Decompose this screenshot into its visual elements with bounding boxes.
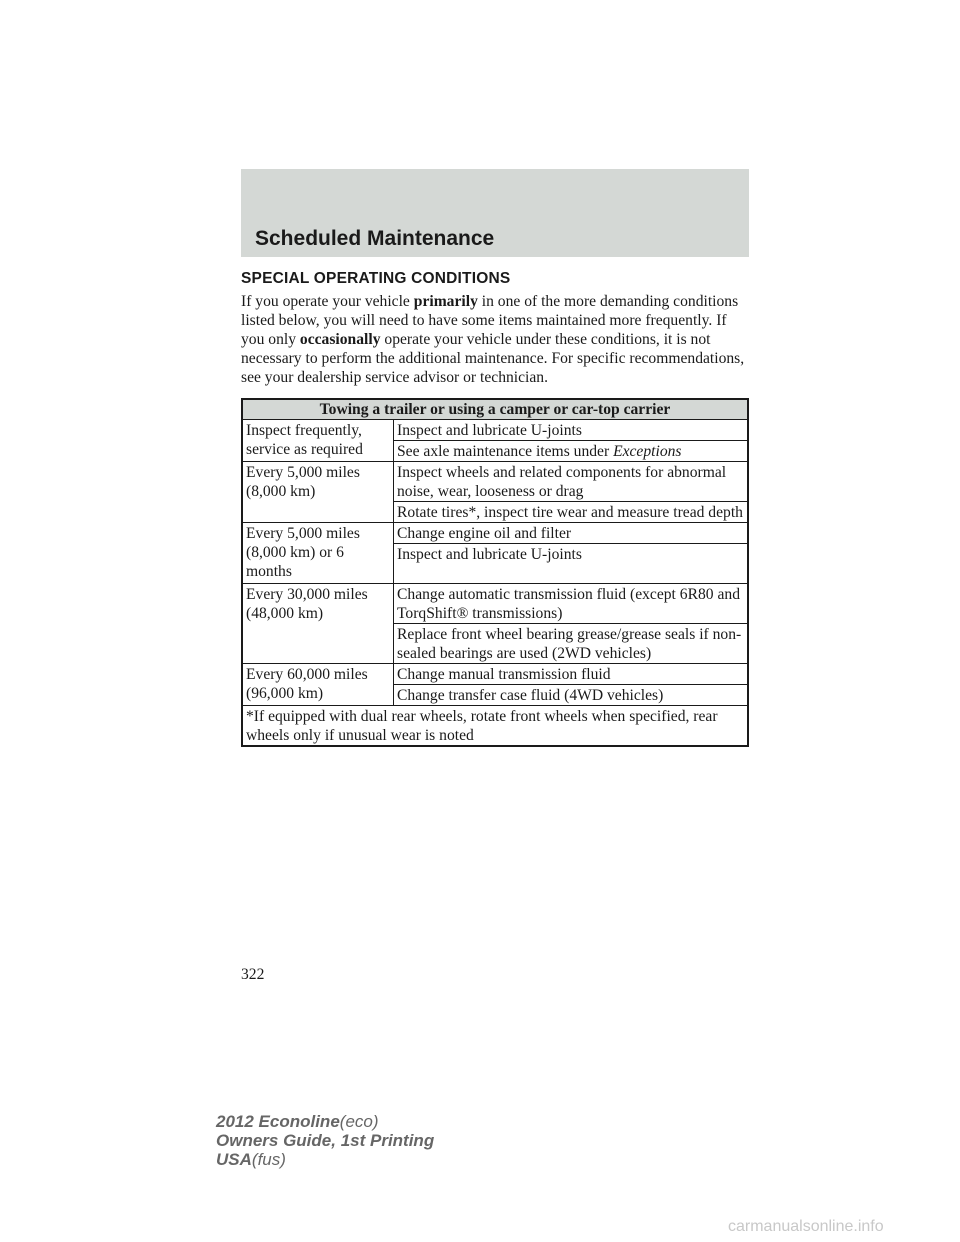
maintenance-table (241, 398, 749, 747)
intro-emphasis-primarily: primarily (413, 293, 478, 310)
footer-line-3 (216, 1150, 434, 1169)
interval-cell: Every 60,000 miles (96,000 km) (242, 664, 394, 706)
service-item: Rotate tires*, inspect tire wear and measure tread depth (394, 502, 749, 523)
exceptions-reference: Exceptions (613, 443, 682, 460)
interval-cell: Inspect frequently, service as required (242, 420, 394, 462)
intro-text: operate your vehicle under these conditions, it is not necessary to perform the additional maintenance. For specific recommendations, see your dealership service advisor or technician. (241, 331, 745, 386)
intro-emphasis-occasionally: occasionally (299, 331, 381, 348)
intro-text: in one of the more demanding conditions listed below, you will need to have some items maintained more frequently. If you only (241, 293, 739, 348)
intro-paragraph (241, 292, 751, 387)
footer-market: USA (216, 1150, 252, 1169)
interval-cell: Every 5,000 miles (8,000 km) (242, 462, 394, 523)
footer-line-2: Owners Guide, 1st Printing (216, 1131, 435, 1150)
interval-cell: Every 5,000 miles (8,000 km) or 6 months (242, 523, 394, 584)
table-row (242, 420, 748, 441)
table-row (242, 706, 748, 747)
service-item: Replace front wheel bearing grease/grease seals if non-sealed bearings are used (2WD vehicles) (394, 624, 749, 664)
page-title: Scheduled Maintenance (255, 227, 495, 250)
table-row (242, 523, 748, 544)
interval-cell: Every 30,000 miles (48,000 km) (242, 584, 394, 664)
service-item (394, 584, 749, 624)
service-item (394, 441, 749, 462)
service-item: Inspect and lubricate U-joints (394, 544, 749, 584)
service-item-text: Change automatic transmission fluid (except 6R80 and TorqShift (397, 586, 740, 622)
section-heading: SPECIAL OPERATING CONDITIONS (241, 270, 511, 287)
service-item: Inspect wheels and related components for abnormal noise, wear, looseness or drag (394, 462, 749, 502)
section-header-band (241, 169, 749, 257)
page-number: 322 (241, 966, 265, 983)
table-row (242, 664, 748, 685)
table-footnote: *If equipped with dual rear wheels, rotate front wheels when specified, rear wheels only if unusual wear is noted (242, 706, 748, 747)
footer-model-code: (eco) (339, 1112, 379, 1131)
table-title: Towing a trailer or using a camper or car-top carrier (242, 399, 748, 420)
table-row (242, 462, 748, 502)
service-item-text: See axle maintenance items under (397, 443, 614, 460)
intro-text: If you operate your vehicle (241, 293, 414, 310)
table-row (242, 584, 748, 624)
footer-model: 2012 Econoline (216, 1112, 340, 1131)
service-item-text: ® transmissions) (456, 605, 563, 622)
document-footer (216, 1112, 434, 1169)
service-item: Change engine oil and filter (394, 523, 749, 544)
service-item: Change manual transmission fluid (394, 664, 749, 685)
watermark: carmanualsonline.info (728, 1218, 884, 1235)
service-item: Inspect and lubricate U-joints (394, 420, 749, 441)
footer-line-1 (216, 1112, 434, 1131)
footer-market-code: (fus) (251, 1150, 286, 1169)
service-item: Change transfer case fluid (4WD vehicles) (394, 685, 749, 706)
